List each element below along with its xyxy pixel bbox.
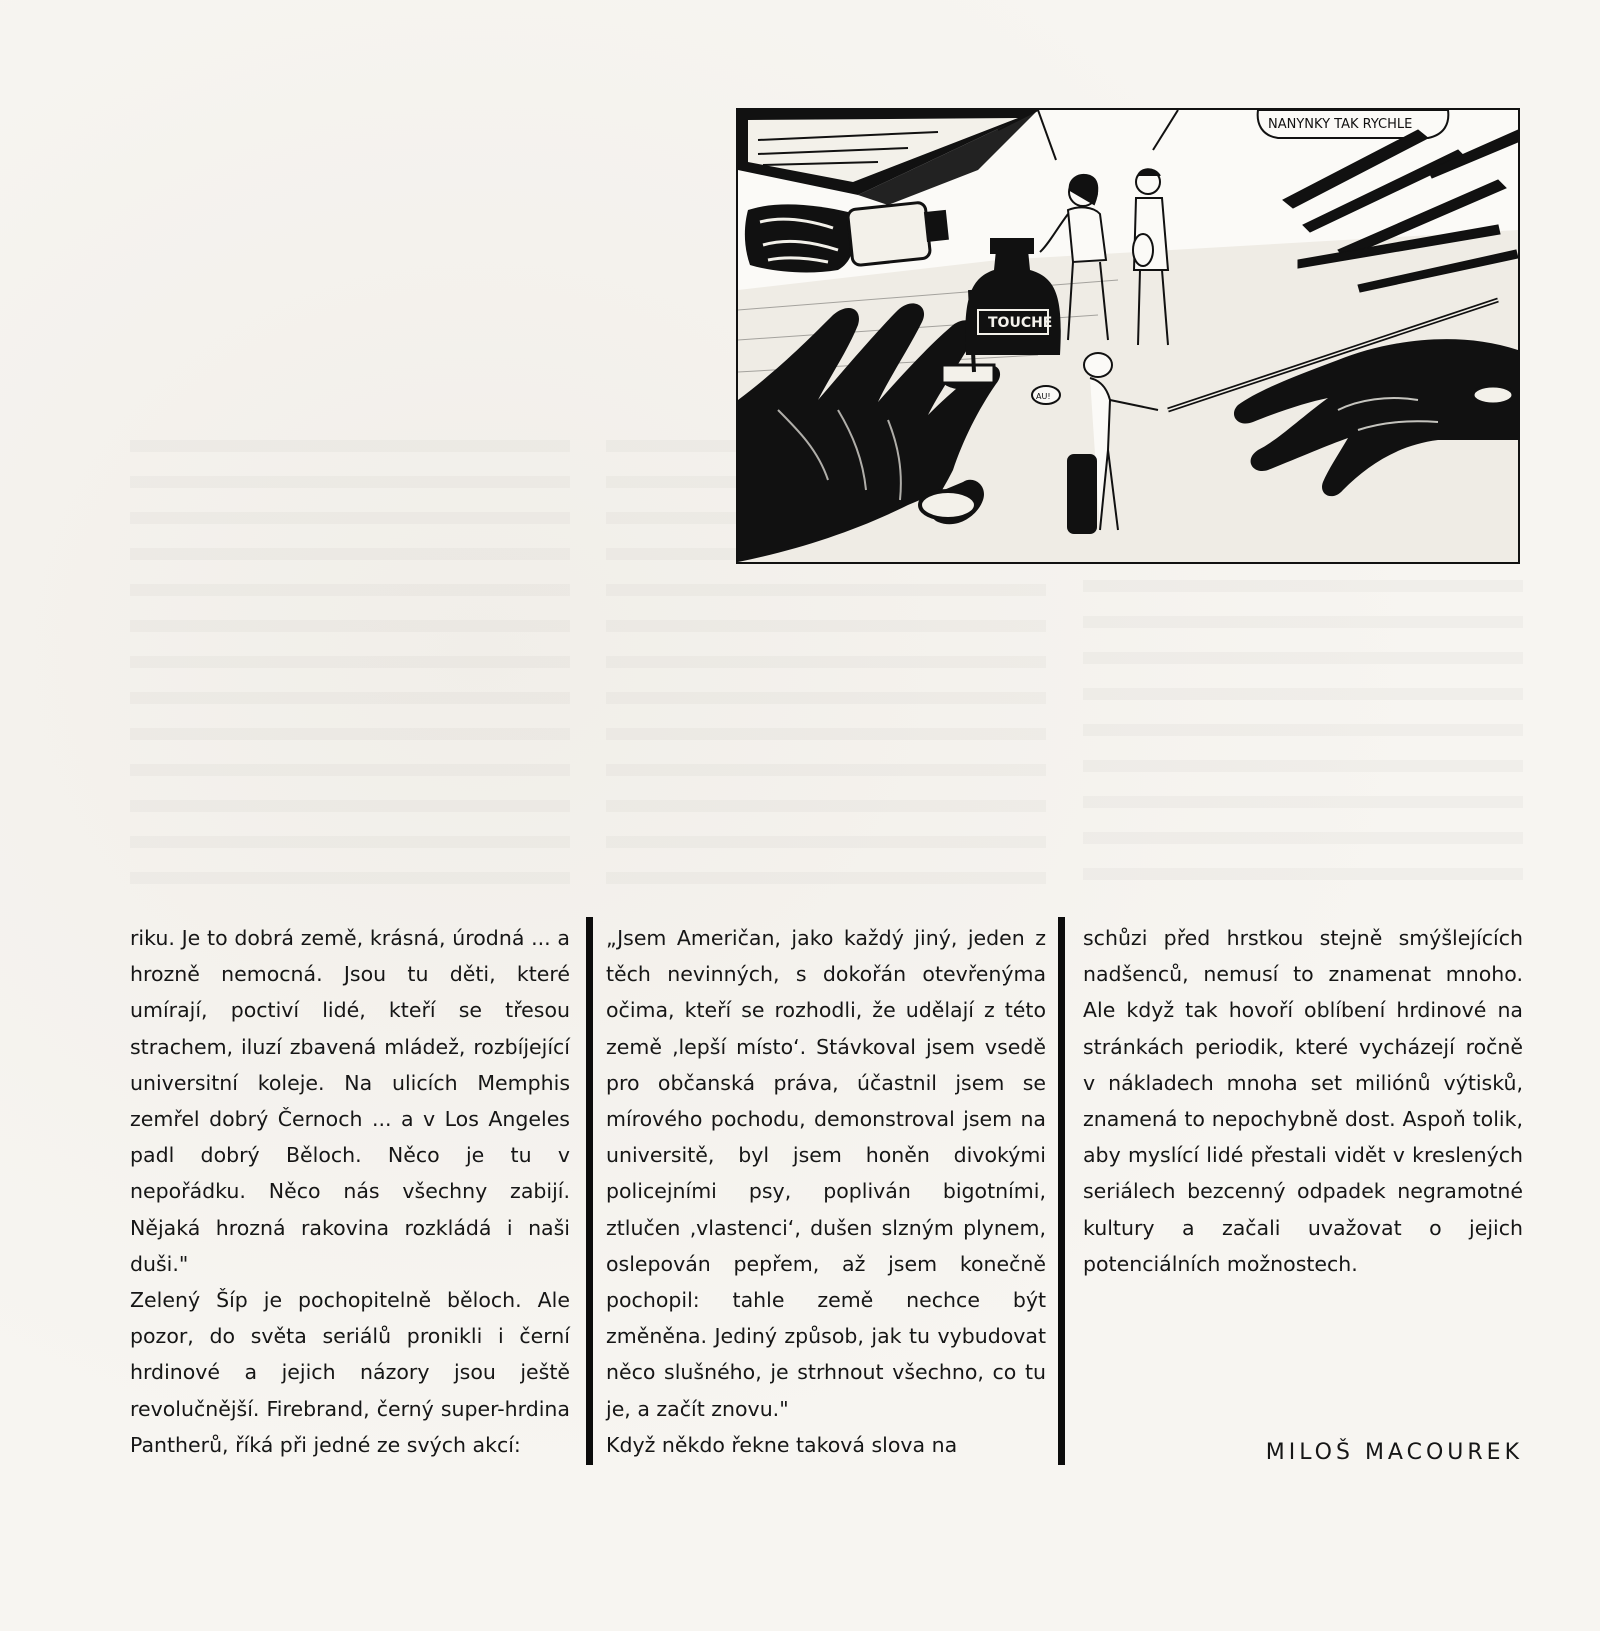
text-column-3 <box>1083 920 1523 1282</box>
column-1-paragraph-2: Zelený Šíp je pochopitelně běloch. Ale pozor, do světa seriálů pronikli i černí hrdinové a jejich názory jsou ještě revolučnější. Firebrand, černý super-hrdina Pantherů, říká při jedné ze svých akcí: <box>130 1288 570 1457</box>
crumpled-paper-drawing <box>745 204 854 272</box>
text-column-1 <box>130 920 570 1463</box>
paint-tube-drawing <box>847 202 949 266</box>
show-through-right <box>1083 580 1523 900</box>
speech-bubble-text: NANYNKY TAK RYCHLE <box>1268 117 1413 132</box>
ink-bottle-label: TOUCHE <box>988 315 1053 331</box>
column-2-paragraph-2: Když někdo řekne taková slova na <box>606 1432 958 1457</box>
sketchbook-drawing <box>738 110 1038 205</box>
comic-illustration <box>736 108 1520 564</box>
column-2-paragraph-1: „Jsem Američan, jako každý jiný, jeden z těch nevinných, s dokořán otevřenýma očima, kteří se rozhodli, že udělají z této země ‚lepší místo‘. Stávkoval jsem vsedě pro občanská práva, účastnil jsem se mírového pochodu, demonstroval jsem na universitě, byl jsem honěn divokými policejními psy, popliván bigotními, ztlučen ‚vlastenci‘, dušen slzným plynem, oslepován pepřem, až jsem konečně pochopil: tahle země nechce být změněna. Jediný způsob, jak tu vybudovat něco slušného, je strhnout všechno, co tu je, a začít znovu." <box>606 926 1046 1421</box>
exclamation-text: AU! <box>1036 392 1051 401</box>
column-1-paragraph-1: riku. Je to dobrá země, krásná, úrodná ... a hrozně nemocná. Jsou tu děti, které umírají, poctiví lidé, kteří se třesou strachem, iluzí zbavená mládež, rozbíjející universitní koleje. Na ulicích Memphis zemřel dobrý Černoch ... a v Los Angeles padl dobrý Běloch. Něco je tu v nepořádku. Něco nás všechny zabijí. Nějaká hrozná rakovina rozkládá i naši duši." <box>130 926 570 1276</box>
ink-bottle-drawing <box>965 238 1060 355</box>
column-3-paragraph-1: schůzi před hrstkou stejně smýšlejících nadšenců, nemusí to znamenat mnoho. Ale když tak hovoří oblíbení hrdinové na stránkách periodik, které vycházejí ročně v nákladech mnoha set miliónů výtisků, znamená to nepochybně dost. Aspoň tolik, aby myslící lidé přestali vidět v kreslených seriálech bezcenný odpadek negramotné kultury a začali uvažovat o jejich potenciálních možnostech. <box>1083 926 1523 1276</box>
show-through-left <box>130 440 570 900</box>
text-column-2 <box>606 920 1046 1463</box>
small-jar-drawing <box>1473 386 1513 404</box>
column-divider-1 <box>586 917 593 1465</box>
author-byline: MILOŠ MACOUREK <box>1265 1440 1523 1465</box>
column-divider-2 <box>1058 917 1065 1465</box>
